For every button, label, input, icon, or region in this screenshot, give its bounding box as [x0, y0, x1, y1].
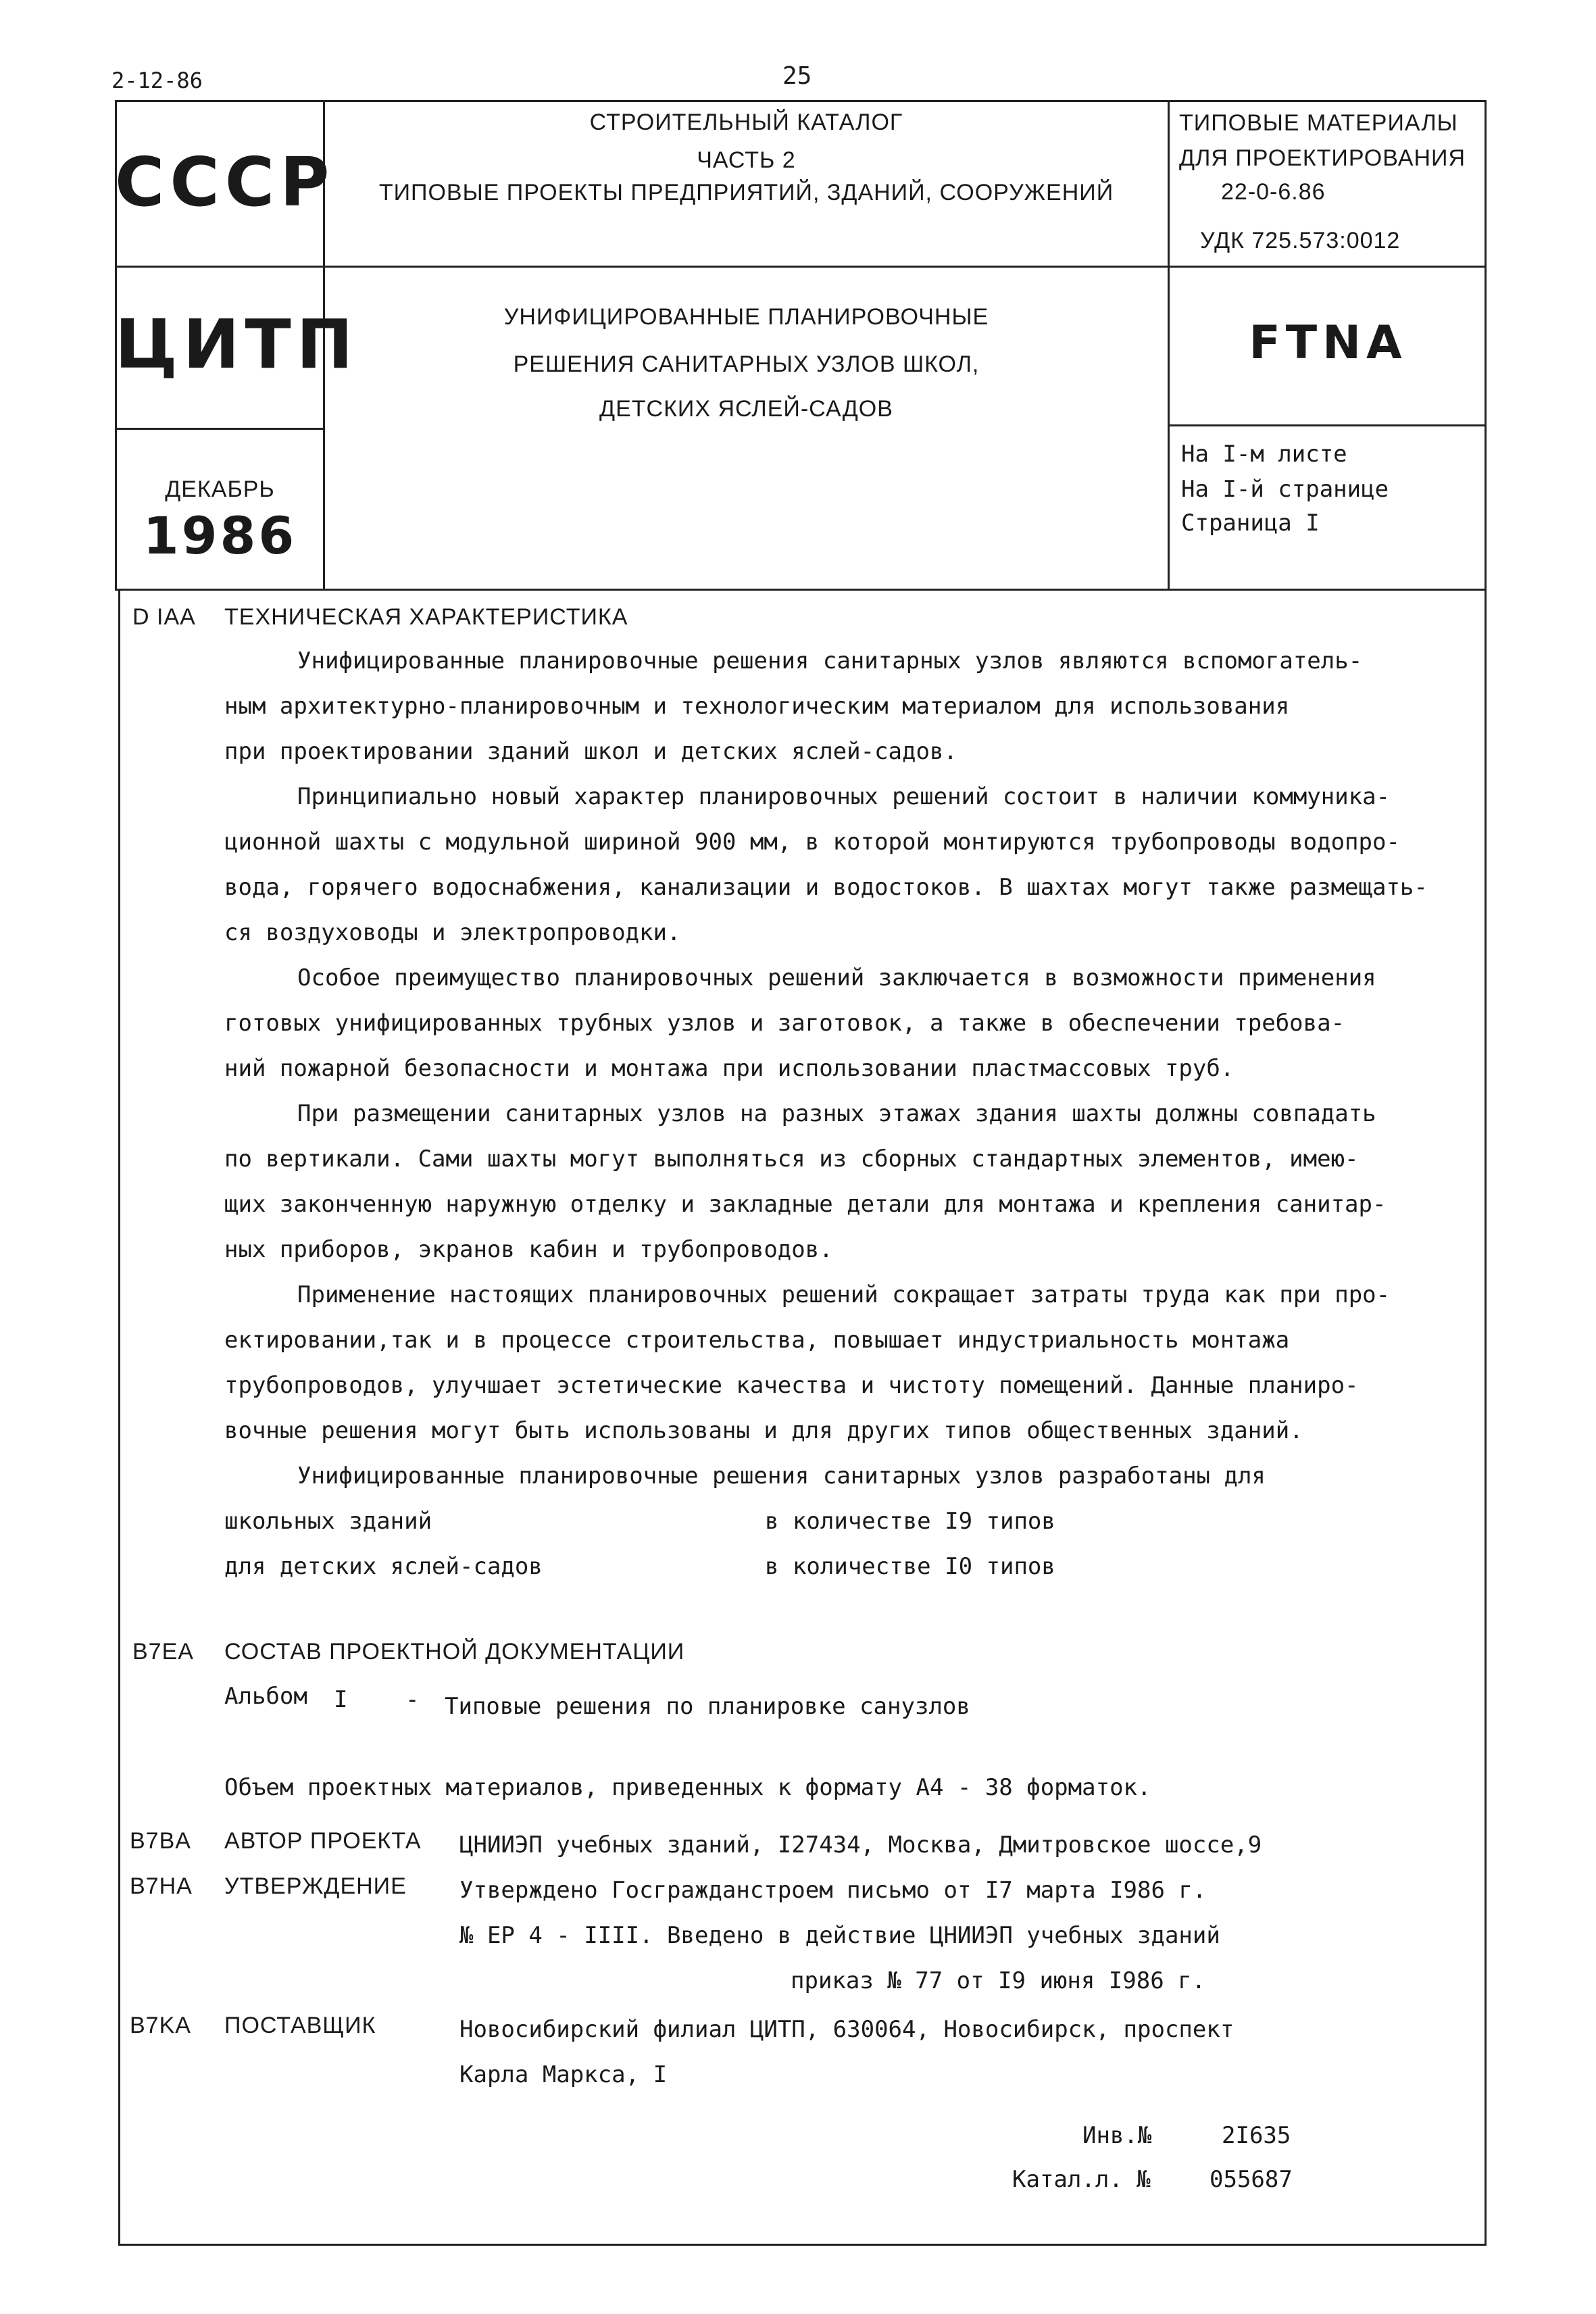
catalog-code: FTNA: [1249, 316, 1407, 370]
catalog-line-1: СТРОИТЕЛЬНЫЙ КАТАЛОГ: [589, 109, 903, 135]
section-code-b7ha: B7HA: [130, 1873, 193, 1899]
catalog-line-3: ТИПОВЫЕ ПРОЕКТЫ ПРЕДПРИЯТИЙ, ЗДАНИЙ, СООРУЖЕНИЙ: [378, 180, 1114, 205]
type-line-2: ДЛЯ ПРОЕКТИРОВАНИЯ: [1179, 145, 1466, 171]
album-number: I: [334, 1686, 348, 1713]
inventory-label: Инв.№: [1082, 2122, 1152, 2149]
approval-line-2: № ЕР 4 - IIII. Введено в действие ЦНИИЭП учебных зданий: [459, 1922, 1220, 1949]
date-stamp: 2-12-86: [111, 68, 203, 93]
header-row-divider-2-left: [115, 428, 325, 430]
doc-title-line-3: ДЕТСКИХ ЯСЛЕЙ-САДОВ: [599, 396, 893, 422]
approval-line-3: приказ № 77 от I9 июня I986 г.: [791, 1967, 1206, 1994]
text-line: трубопроводов, улучшает эстетические качества и чистоту помещений. Данные планиро-: [224, 1372, 1359, 1399]
section-title-tech: ТЕХНИЧЕСКАЯ ХАРАКТЕРИСТИКА: [224, 604, 628, 630]
doc-title-line-2: РЕШЕНИЯ САНИТАРНЫХ УЗЛОВ ШКОЛ,: [513, 351, 980, 377]
supplier-line-2: Карла Маркса, I: [459, 2061, 668, 2088]
header-row-divider-1: [115, 266, 1487, 268]
catalog-sheet-value: 055687: [1210, 2166, 1293, 2193]
sheet-line-3: Страница I: [1181, 510, 1320, 537]
page-frame-left: [118, 591, 120, 2245]
approval-line-1: Утверждено Госгражданстроем письмо от I7 марта I986 г.: [459, 1877, 1207, 1904]
text-line: готовых унифицированных трубных узлов и заготовок, а также в обеспечении требова-: [224, 1010, 1345, 1037]
supplier-label: ПОСТАВЩИК: [224, 2013, 376, 2038]
text-line: при проектировании зданий школ и детских яслей-садов.: [224, 738, 957, 765]
text-line: ний пожарной безопасности и монтажа при использовании пластмассовых труб.: [224, 1055, 1235, 1082]
text-line: вода, горячего водоснабжения, канализации и водостоков. В шахтах могут также размещать-: [224, 874, 1428, 901]
section-code-b7ba: B7BA: [130, 1828, 191, 1854]
text-line: ных приборов, экранов кабин и трубопроводов.: [224, 1236, 833, 1263]
author-label: АВТОР ПРОЕКТА: [224, 1828, 422, 1854]
section-title-docs: СОСТАВ ПРОЕКТНОЙ ДОКУМЕНТАЦИИ: [224, 1639, 685, 1665]
page-number: 25: [782, 62, 812, 90]
qty-value: в количестве I9 типов: [765, 1508, 1055, 1535]
sheet-line-1: На I-м листе: [1181, 441, 1347, 468]
qty-label: для детских яслей-садов: [224, 1553, 543, 1580]
text-line: ным архитектурно-планировочным и технологическим материалом для использования: [224, 693, 1290, 720]
text-line: Применение настоящих планировочных решений сокращает затраты труда как при про-: [297, 1281, 1391, 1308]
page-frame-bottom: [118, 2244, 1487, 2246]
org-ussr: СССР: [115, 143, 335, 222]
org-citp: ЦИТП: [115, 305, 359, 384]
text-line: ционной шахты с модульной шириной 900 мм, в которой монтируются трубопроводы водопро-: [224, 829, 1400, 856]
album-dash: -: [405, 1686, 420, 1713]
supplier-line-1: Новосибирский филиал ЦИТП, 630064, Новосибирск, проспект: [459, 2016, 1235, 2043]
text-line: ся воздуховоды и электропроводки.: [224, 919, 681, 946]
text-line: Особое преимущество планировочных решений заключается в возможности применения: [297, 964, 1376, 991]
text-line: ектировании,так и в процессе строительства, повышает индустриальность монтажа: [224, 1327, 1290, 1354]
page-frame-right: [1485, 591, 1487, 2245]
album-text: Типовые решения по планировке санузлов: [445, 1693, 970, 1720]
text-line: по вертикали. Сами шахты могут выполняться из сборных стандартных элементов, имею-: [224, 1146, 1359, 1173]
section-code-b7ka: B7KA: [130, 2013, 191, 2038]
sheet-line-2: На I-й странице: [1181, 476, 1389, 503]
author-value: ЦНИИЭП учебных зданий, I27434, Москва, Дмитровское шоссе,9: [459, 1831, 1262, 1858]
qty-value: в количестве I0 типов: [765, 1553, 1055, 1580]
doc-title-line-1: УНИФИЦИРОВАННЫЕ ПЛАНИРОВОЧНЫЕ: [503, 304, 989, 330]
text-line: вочные решения могут быть использованы и для других типов общественных зданий.: [224, 1417, 1303, 1444]
type-line-1: ТИПОВЫЕ МАТЕРИАЛЫ: [1179, 110, 1458, 136]
udk-code: УДК 725.573:0012: [1200, 228, 1401, 253]
text-line: Унифицированные планировочные решения санитарных узлов являются вспомогатель-: [297, 647, 1363, 674]
issue-year: 1986: [143, 506, 297, 566]
inventory-value: 2I635: [1222, 2122, 1291, 2149]
text-line: Унифицированные планировочные решения санитарных узлов разработаны для: [297, 1462, 1266, 1490]
type-line-3: 22-0-6.86: [1221, 179, 1326, 205]
text-line: Принципиально новый характер планировочных решений состоит в наличии коммуника-: [297, 783, 1391, 810]
approval-label: УТВЕРЖДЕНИЕ: [224, 1873, 407, 1899]
text-line: щих законченную наружную отделку и закладные детали для монтажа и крепления санитар-: [224, 1191, 1387, 1218]
catalog-sheet-label: Катал.л. №: [1012, 2166, 1151, 2193]
album-label: Альбом: [224, 1683, 307, 1710]
section-code-b7ea: B7EA: [132, 1639, 194, 1665]
qty-label: школьных зданий: [224, 1508, 432, 1535]
issue-month: ДЕКАБРЬ: [165, 476, 275, 502]
volume-text: Объем проектных материалов, приведенных к формату А4 - 38 форматок.: [224, 1774, 1151, 1801]
header-row-divider-2-right: [1168, 424, 1487, 426]
section-code-d-iaa: D IAA: [132, 604, 196, 630]
catalog-line-2: ЧАСТЬ 2: [697, 147, 796, 173]
text-line: При размещении санитарных узлов на разных этажах здания шахты должны совпадать: [297, 1100, 1376, 1127]
